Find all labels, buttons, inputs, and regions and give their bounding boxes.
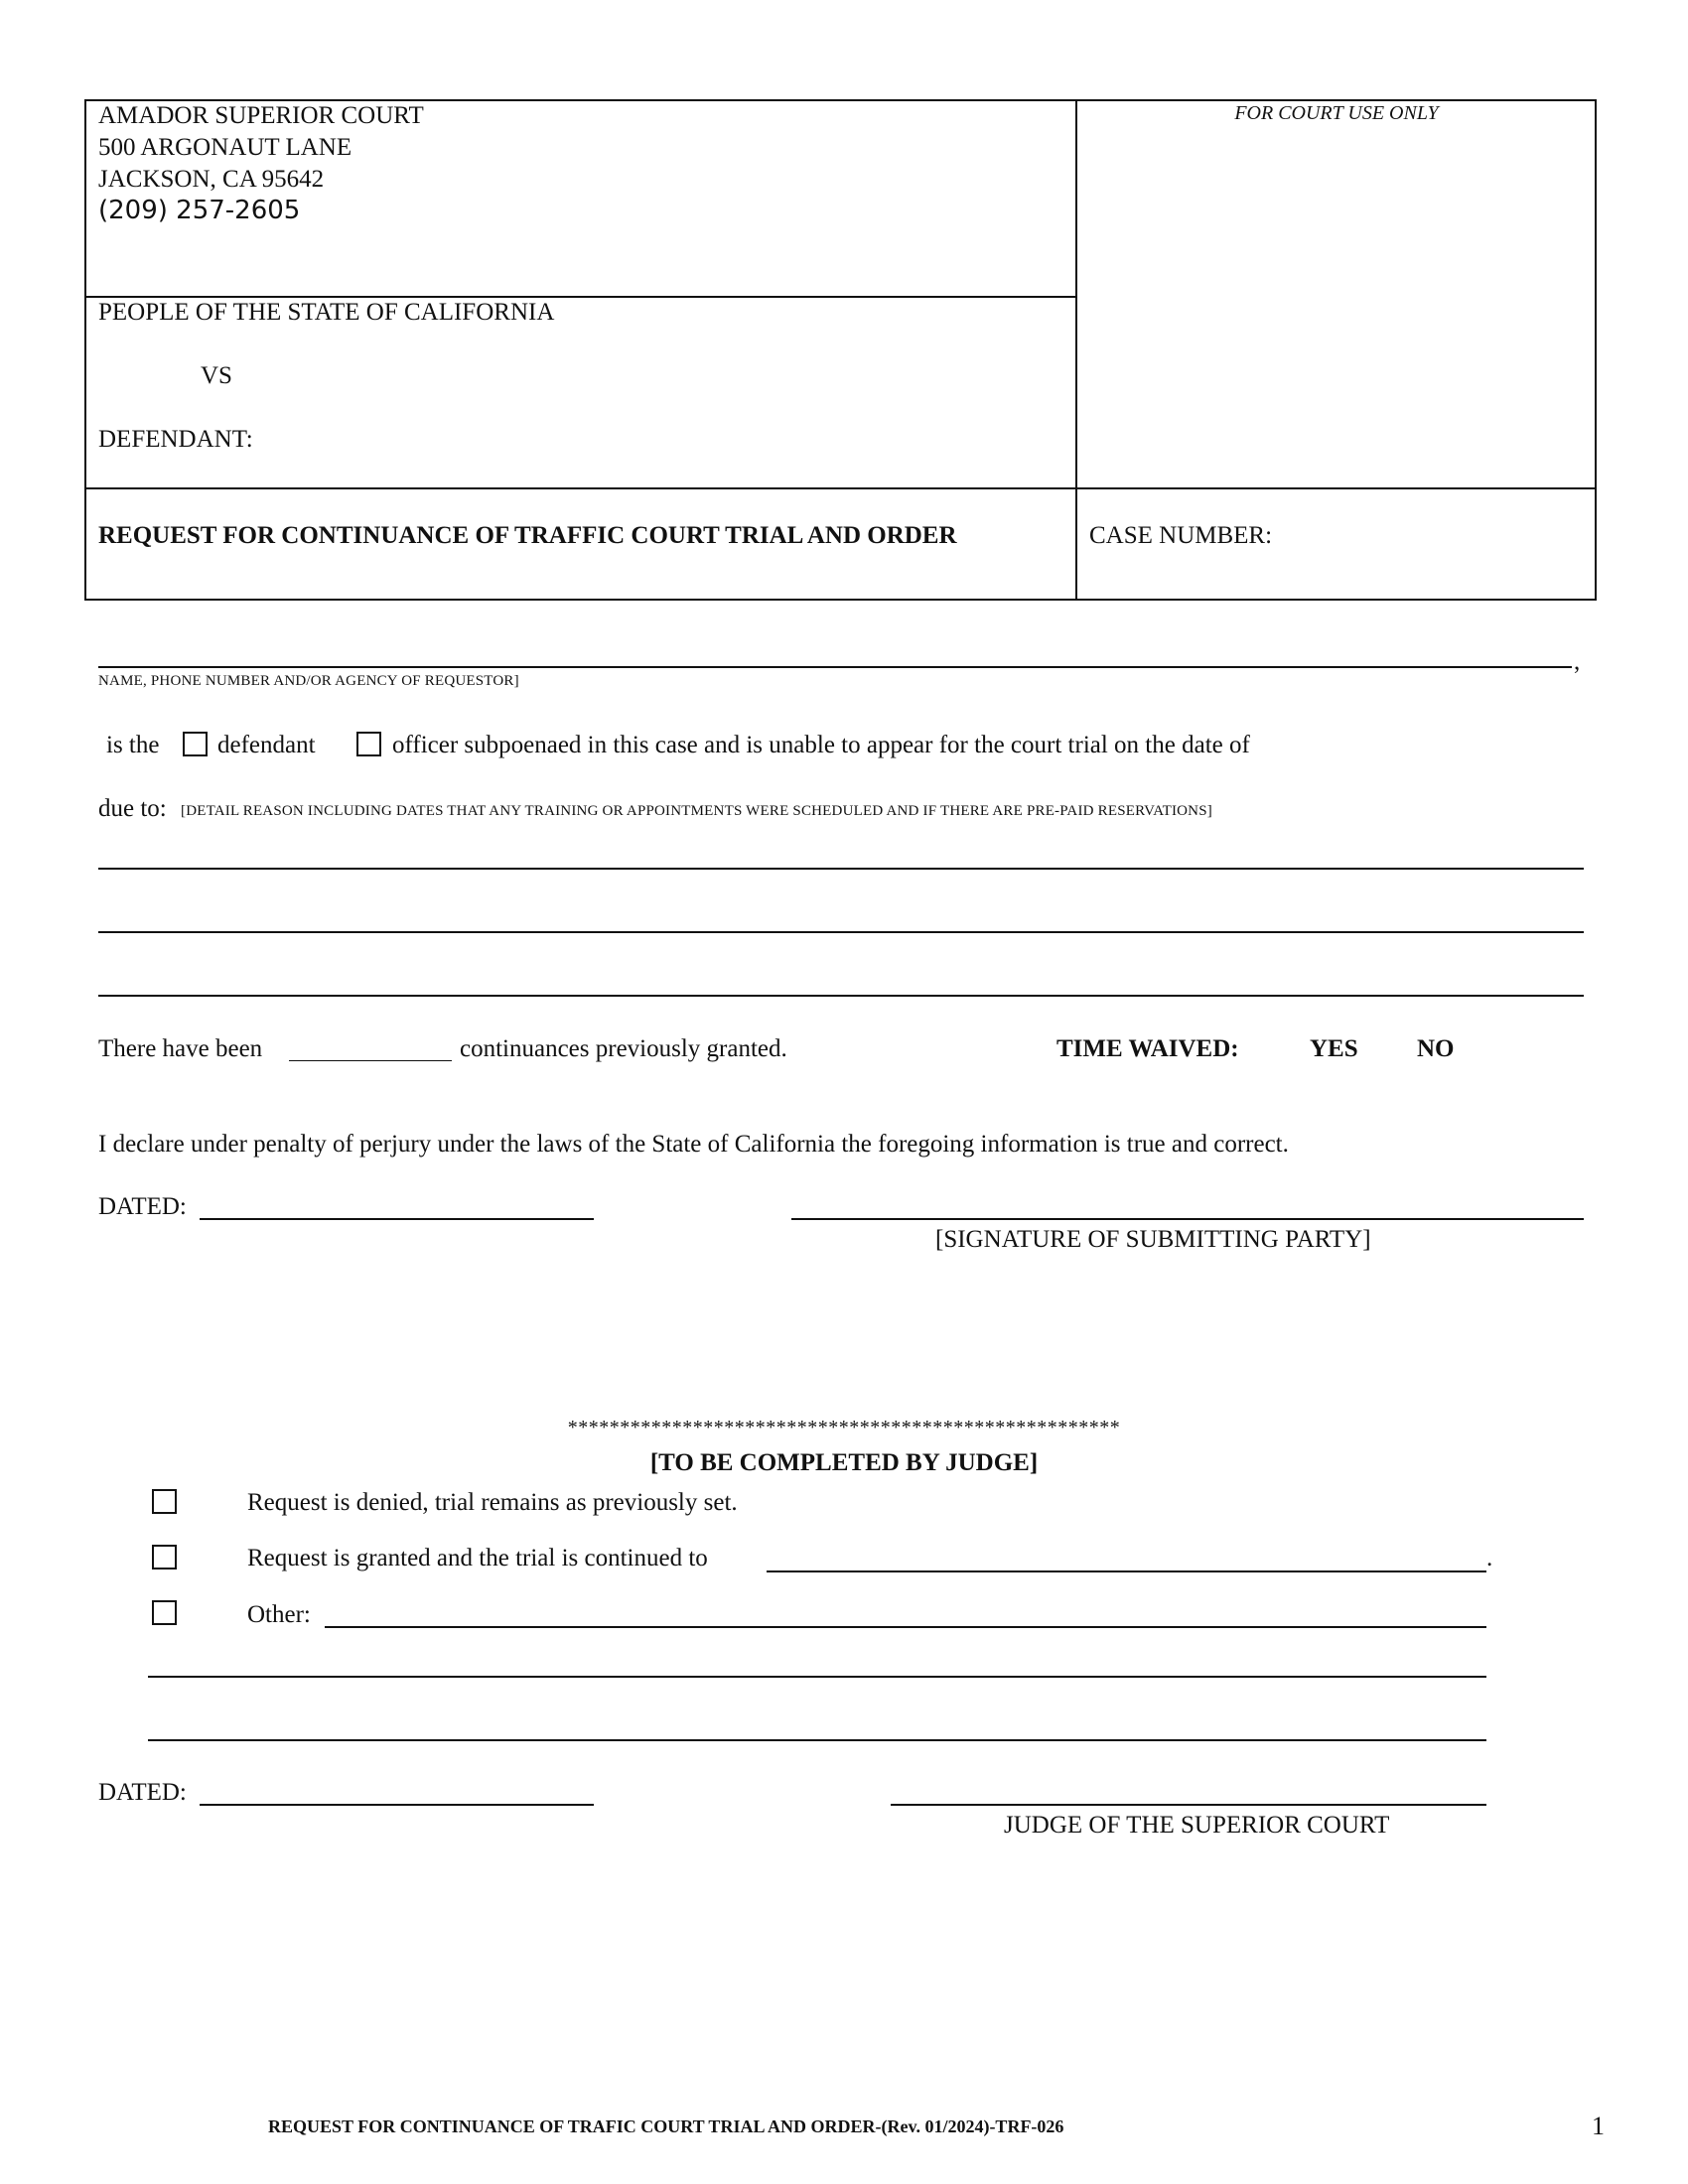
requestor-signature-line[interactable] [791, 1218, 1584, 1220]
requestor-dated-label: DATED: [98, 1193, 187, 1220]
officer-option-label: officer subpoenaed in this case and is unable to appear for the court trial on the date of [392, 732, 1250, 758]
requestor-date-line[interactable] [200, 1218, 594, 1220]
page-number: 1 [1592, 2112, 1605, 2140]
reason-line-1[interactable] [98, 868, 1584, 870]
due-to-caption: [DETAIL REASON INCLUDING DATES THAT ANY TRAINING OR APPOINTMENTS WERE SCHEDULED AND IF THERE ARE PRE-PAID RESERVATIONS] [181, 803, 1212, 819]
judge-section-heading: [TO BE COMPLETED BY JUDGE] [649, 1449, 1039, 1476]
defendant-option-label: defendant [217, 732, 316, 758]
continued-to-date-line[interactable] [767, 1570, 1486, 1572]
time-waived-label: TIME WAIVED: [1056, 1035, 1239, 1062]
due-to-label: due to: [98, 795, 167, 822]
judge-signature-caption: JUDGE OF THE SUPERIOR COURT [1004, 1812, 1390, 1839]
continuances-prefix: There have been [98, 1035, 263, 1062]
other-reason-line-1[interactable] [325, 1626, 1486, 1628]
other-reason-line-2[interactable] [148, 1676, 1486, 1678]
time-waived-yes[interactable]: YES [1310, 1035, 1358, 1062]
reason-line-3[interactable] [98, 995, 1584, 997]
judge-dated-label: DATED: [98, 1779, 187, 1806]
court-phone: (209) 257-2605 [98, 196, 301, 225]
defendant-checkbox[interactable] [183, 732, 208, 756]
granted-checkbox[interactable] [152, 1545, 177, 1570]
requestor-name-line[interactable] [98, 666, 1572, 668]
defendant-label: DEFENDANT: [98, 426, 253, 453]
judge-signature-line[interactable] [891, 1804, 1486, 1806]
court-name: AMADOR SUPERIOR COURT [98, 102, 424, 129]
requestor-comma: , [1574, 648, 1581, 675]
requestor-caption: NAME, PHONE NUMBER AND/OR AGENCY OF REQUESTOR] [98, 673, 519, 689]
footer-form-id: REQUEST FOR CONTINUANCE OF TRAFIC COURT TRIAL AND ORDER-(Rev. 01/2024)-TRF-026 [268, 2116, 1064, 2136]
versus-label: VS [201, 362, 232, 389]
continuances-suffix: continuances previously granted. [460, 1035, 787, 1062]
continuances-count-field[interactable] [289, 1060, 452, 1061]
signature-caption: [SIGNATURE OF SUBMITTING PARTY] [935, 1226, 1371, 1253]
granted-option-label: Request is granted and the trial is continued to [247, 1545, 708, 1571]
granted-period: . [1486, 1545, 1493, 1571]
court-address-line1: 500 ARGONAUT LANE [98, 134, 352, 161]
perjury-declaration: I declare under penalty of perjury under the laws of the State of California the foregoing information is true and correct. [98, 1131, 1289, 1158]
is-the-label: is the [106, 732, 160, 758]
case-number-label: CASE NUMBER: [1089, 522, 1273, 549]
other-option-label: Other: [247, 1601, 311, 1628]
other-checkbox[interactable] [152, 1600, 177, 1625]
officer-checkbox[interactable] [356, 732, 381, 756]
plaintiff-name: PEOPLE OF THE STATE OF CALIFORNIA [98, 299, 555, 326]
form-title: REQUEST FOR CONTINUANCE OF TRAFFIC COURT TRIAL AND ORDER [98, 522, 957, 549]
denied-option-label: Request is denied, trial remains as previously set. [247, 1489, 738, 1516]
separator-asterisks: ***************************************************** [567, 1417, 1121, 1438]
court-use-only-label: FOR COURT USE ONLY [1234, 102, 1439, 124]
judge-date-line[interactable] [200, 1804, 594, 1806]
other-reason-line-3[interactable] [148, 1739, 1486, 1741]
reason-line-2[interactable] [98, 931, 1584, 933]
denied-checkbox[interactable] [152, 1489, 177, 1514]
court-address-line2: JACKSON, CA 95642 [98, 166, 325, 193]
time-waived-no[interactable]: NO [1417, 1035, 1455, 1062]
